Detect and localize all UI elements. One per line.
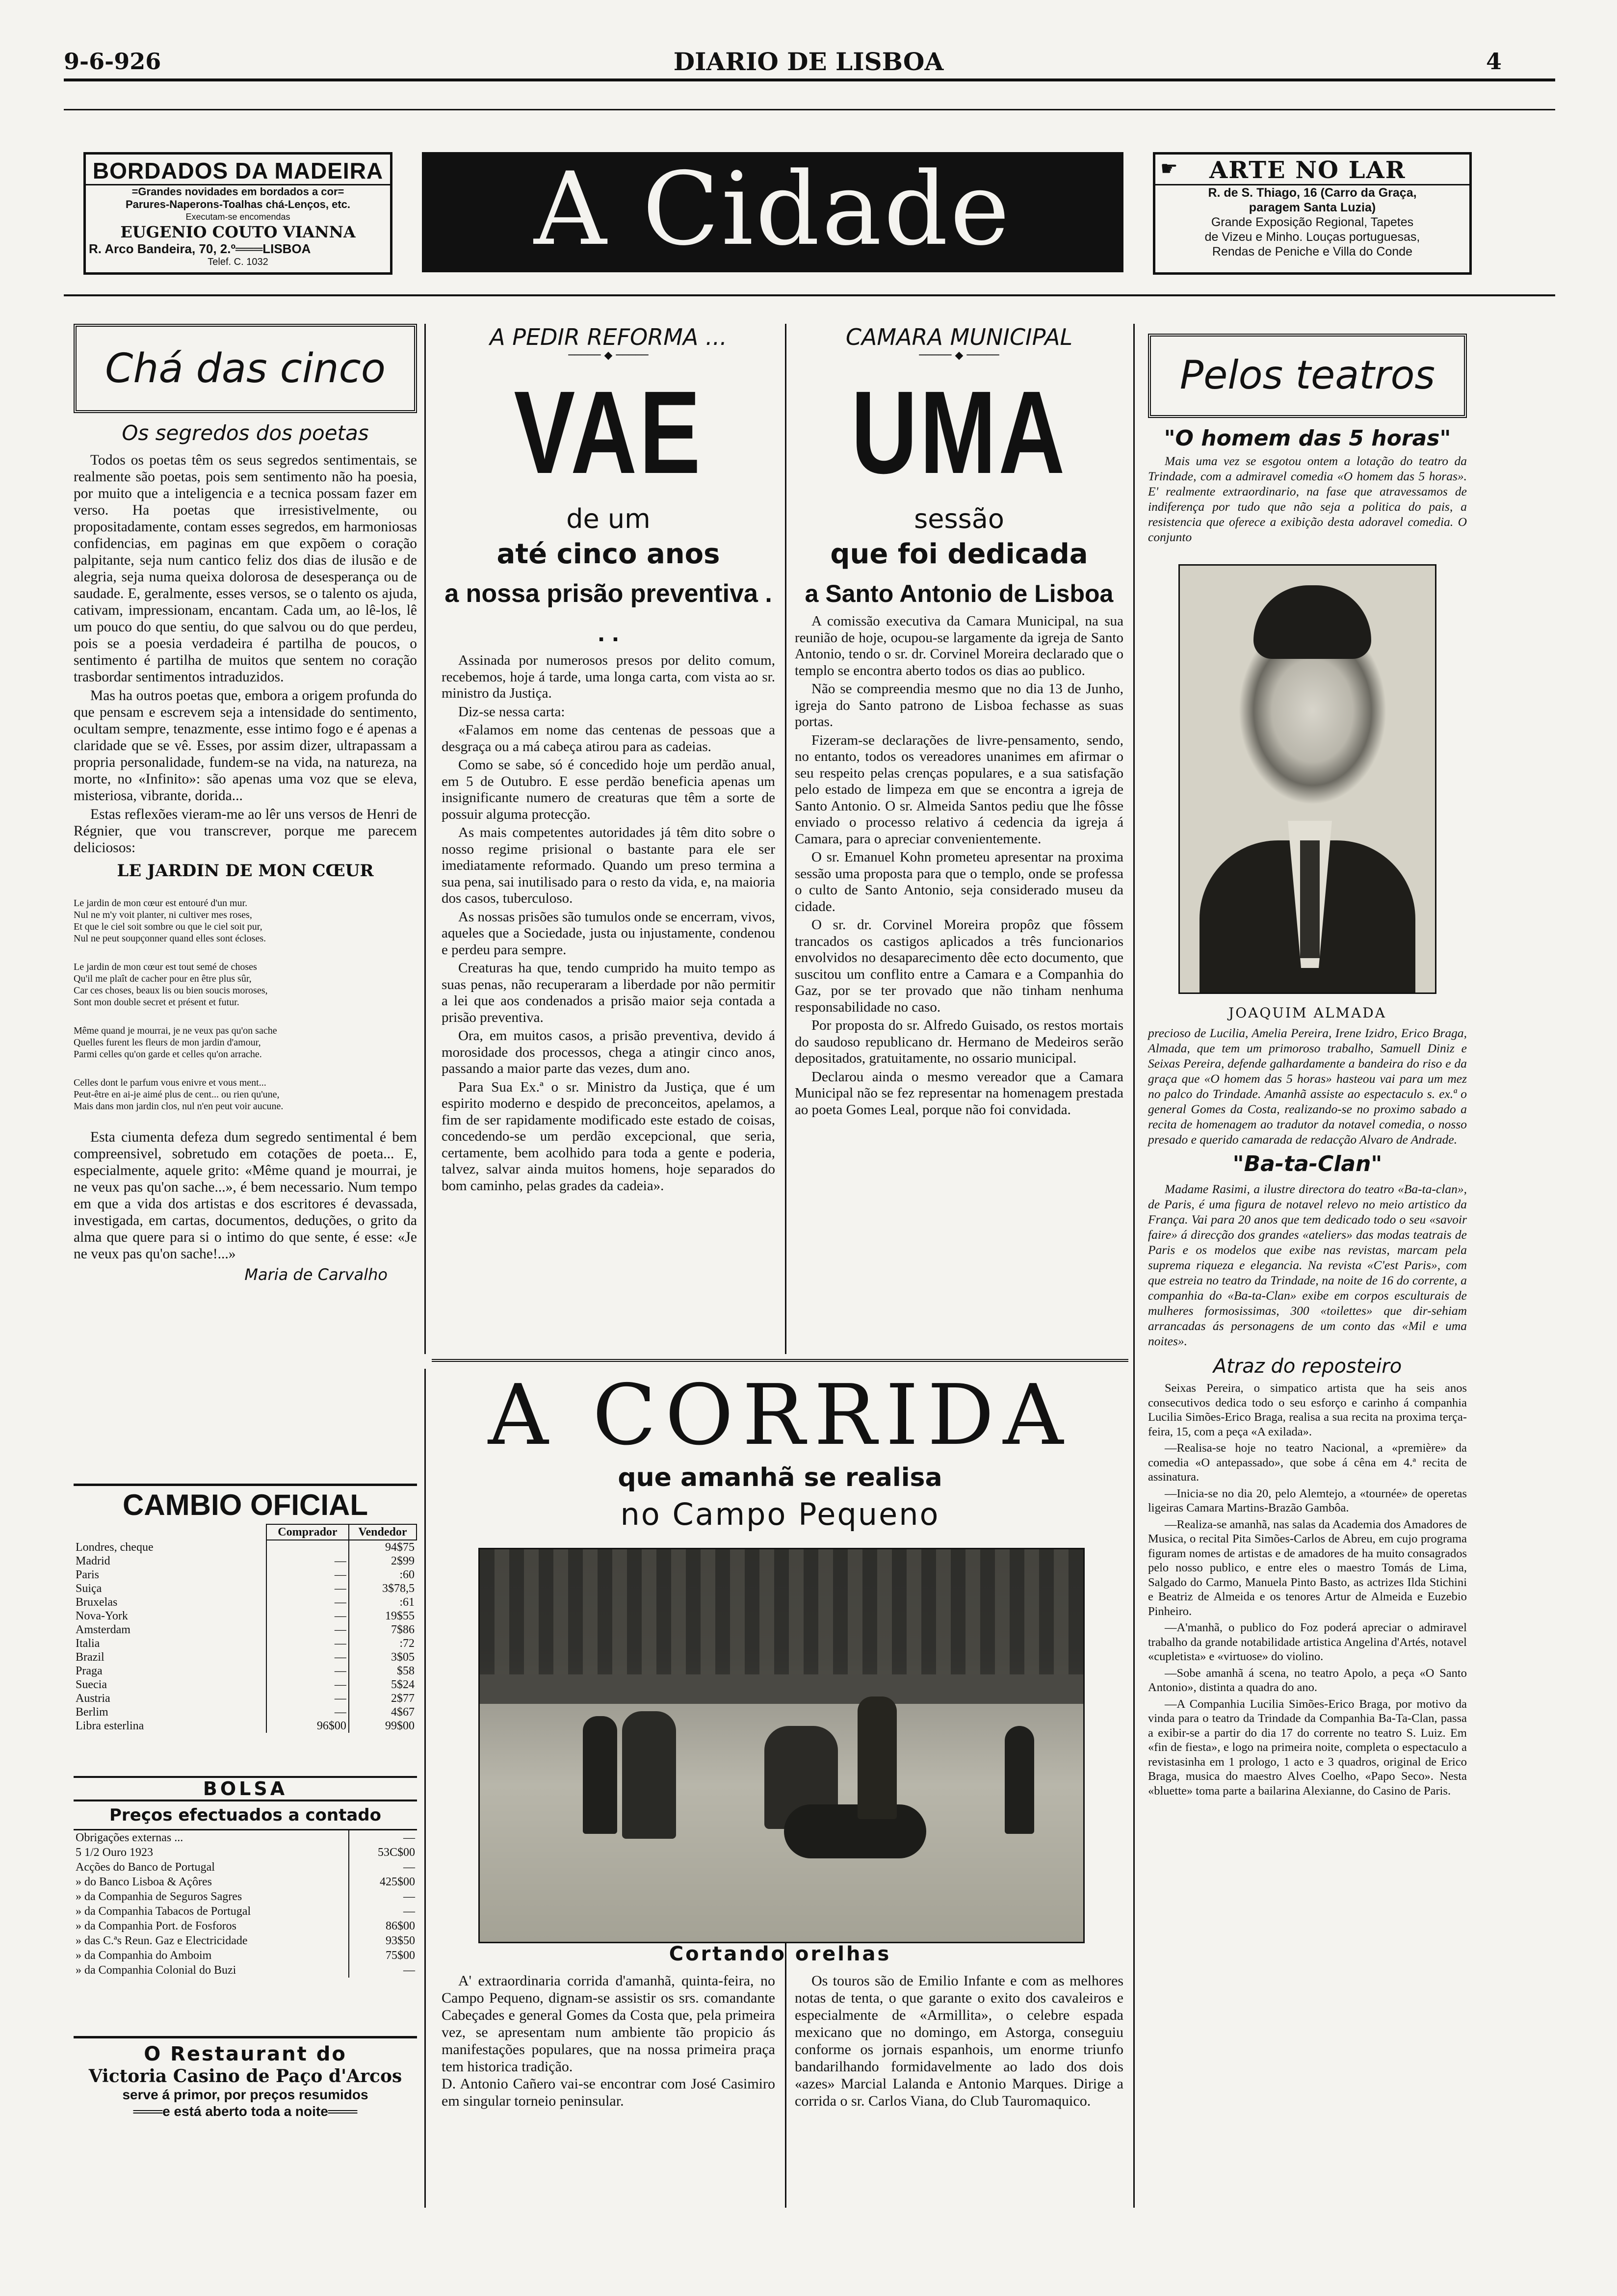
reposteiro-1: Seixas Pereira, o simpatico artista que ha seis anos consecutivos dedica todo o seu esforço e carinho á companhia Lucilia Simões-Erico Braga, realisa a sua recita na proxima terça-feira, 15, com a peça «A exilada».: [1148, 1382, 1467, 1438]
bolsa-cell-name: » da Companhia Tabacos de Portugal: [76, 1905, 251, 1918]
bolsa-section: [74, 1776, 417, 1978]
photo-figure-2: [622, 1711, 676, 1839]
reforma-headline-3: até cinco anos: [496, 538, 720, 570]
teatros-sub2: "Ba-ta-Clan": [1232, 1151, 1382, 1176]
reforma-paragraph-1: Assinada por numerosos presos por delito comum, recebemos, hoje á tarde, uma longa carta, com vista ao sr. ministro da Justiça.: [442, 652, 775, 701]
poem-stanza-2: Le jardin de mon cœur est tout semé de choses Qu'il me plaît de cacher pour en être plus sûr, Car ces choses, beaux lis ou bien soucis moroses, Sont mon double secret et présent et futur.: [74, 962, 268, 1008]
reposteiro-4: —Realiza-se amanhã, nas salas da Academia dos Amadores de Musica, o recital Pita Simões-Carlos de Abreu, em cujo programa figuram nomes de artistas e de amadores de ha muito consagrados pelo nosso publico, e entre eles o maestro Tomás de Lima, Salgado do Carmo, Manuela Pinto Basto, as actrizes Ilda Stichini e Beatriz de Almeida e os tenores Artur de Almeida e Euzebio Pinheiro.: [1148, 1517, 1467, 1618]
camara-paragraph-1: A comissão executiva da Camara Municipal, na sua reunião de hoje, ocupou-se largamente da igreja de Santo Antonio, tendo o sr. dr. Corvinel Moreira declarado que o templo se encontra aberto todos os dias ao publico.: [795, 613, 1123, 678]
corrida-col1: A' extraordinaria corrida d'amanhã, quinta-feira, no Campo Pequeno, dignam-se assistir os srs. comandante Cabeçades e general Gomes da Costa que, pela primeira vez, se apresentam num ambiente tão propicio ás manifestações populares, que na nossa primeira praça tem historica tradição. D. Antonio Cañero vai-se encontrar com José Casimiro em singular torneio peninsular.: [442, 1973, 775, 2109]
cambio-cell-buy: —: [266, 1664, 349, 1678]
reforma-headline-4: a nossa prisão preventiva . . .: [444, 579, 772, 647]
cambio-cell-buy: —: [266, 1623, 349, 1637]
cambio-cell-buy: —: [266, 1582, 349, 1595]
bolsa-cell-name: Acções do Banco de Portugal: [76, 1861, 215, 1874]
bolsa-title: BOLSA: [74, 1776, 417, 1801]
ad-arte-header: [1155, 155, 1469, 185]
bolsa-table: [74, 1830, 417, 1978]
bolsa-cell-value: 86$00: [349, 1919, 417, 1933]
cambio-cell-name: Praga: [76, 1665, 103, 1677]
cambio-rule: [74, 1484, 417, 1486]
ad-bordados-name: EUGENIO COUTO VIANNA: [120, 223, 356, 241]
cambio-cell-name: Suecia: [76, 1678, 107, 1691]
cambio-cell-buy: —: [266, 1568, 349, 1582]
cambio-cell-buy: —: [266, 1595, 349, 1609]
cambio-cell-name: Suiça: [76, 1582, 102, 1595]
photo-figure-1: [583, 1716, 617, 1834]
photo-figure-4: [858, 1696, 897, 1819]
bolsa-cell-value: 425$00: [349, 1875, 417, 1889]
cambio-table: [74, 1524, 417, 1733]
corrida-rule: [432, 1359, 1128, 1362]
cha-signature: Maria de Carvalho: [244, 1265, 388, 1284]
camara-paragraph-2: Não se compreendia mesmo que no dia 13 de Junho, igreja do Santo patrono de Lisboa fechasse as suas portas.: [795, 681, 1123, 730]
cha-das-cinco-subtitle: Os segredos dos poetas: [122, 421, 369, 445]
cambio-cell-buy: —: [266, 1705, 349, 1719]
cambio-cell-buy: [266, 1540, 349, 1554]
cambio-cell-sell: 5$24: [349, 1678, 417, 1692]
section-banner-title: A Cidade: [534, 151, 1012, 268]
cambio-cell-sell: 4$67: [349, 1705, 417, 1719]
reposteiro-7: —A Companhia Lucilia Simões-Erico Braga, por motivo da vinda para o teatro da Trindade da Companhia Ba-Ta-Clan, passa a exibir-se a partir do dia 17 do corrente no teatro S. Luiz. Em «fin de fiesta», e logo na primeira noite, completa o espectaculo a revistasinha em 1 prologo, 1 acto e 3 quadros, original de Erico Braga, musica do maestro Alves Coelho, «Papo Seco». Nesta «bluette» toma parte a bailarina Alexianne, do Casino de Paris.: [1148, 1697, 1467, 1798]
cambio-cell-sell: 3$05: [349, 1650, 417, 1664]
ad-arte-no-lar: [1153, 152, 1472, 275]
column-divider-4: [424, 1369, 426, 2208]
cambio-cell-buy: 96$00: [266, 1719, 349, 1733]
photo-hair: [1253, 585, 1371, 659]
bolsa-cell-name: » da Companhia do Amboim: [76, 1949, 212, 1962]
bullfight-photo-caption: Cortando orelhas: [669, 1943, 891, 1965]
ad-arte-line2: paragem Santa Luzia): [1249, 201, 1376, 214]
bolsa-row: [74, 1875, 417, 1889]
photo-bull: [784, 1804, 926, 1858]
cambio-cell-sell: 19$55: [349, 1609, 417, 1623]
cambio-cell-sell: $58: [349, 1664, 417, 1678]
bolsa-row: [74, 1845, 417, 1860]
corrida-article: [432, 1369, 1128, 1536]
cambio-row: [74, 1540, 417, 1554]
header-rule: [64, 78, 1555, 81]
teatros-intro: Mais uma vez se esgotou ontem a lotação do teatro da Trindade, com a admiravel comedia «O homem das 5 horas». E' realmente extraordinario, na fase que atravessamos de indiferença por tudo que não seja a politica do pais, a resistencia que oferece a exibição desta adoravel comedia. O conjunto: [1148, 454, 1467, 544]
cambio-row: [74, 1554, 417, 1568]
cambio-cell-name: Italia: [76, 1637, 100, 1650]
camara-ornament: ───── ◆ ─────: [919, 349, 999, 362]
cambio-cell-sell: 2$77: [349, 1692, 417, 1705]
bolsa-cell-value: 53C$00: [349, 1845, 417, 1860]
reforma-paragraph-8: Ora, em muitos casos, a prisão preventiva, devido á morosidade dos processos, chega a atingir cinco anos, passando a maior parte das vezes, dum ano.: [442, 1028, 775, 1076]
cambio-cell-name: Paris: [76, 1568, 99, 1581]
camara-paragraph-7: Declarou ainda o mesmo vereador que a Camara Municipal não se fez representar na homenagem prestada ao poeta Gomes Leal, porque não foi convidada.: [795, 1069, 1123, 1118]
reposteiro-5: —A'manhã, o publico do Foz poderá apreciar o admiravel trabalho da grande notabilidade artistica Angelina d'Artés, notavel «cupletista» e «virtuose» do violino.: [1148, 1621, 1467, 1663]
issue-date: 9-6-926: [64, 48, 161, 75]
teatros-after-photo: precioso de Lucilia, Amelia Pereira, Irene Izidro, Erico Braga, Almada, que tem um primoroso trabalho, Samuell Diniz e Seixas Pereira, defende galhardamente a bandeira do riso e da graça que «O homem das 5 horas» hasteou vai para um mez no palco do Trindade. Amanhã assiste ao espectaculo s. ex.ª o general Gomes da Costa, realizando-se no proximo sabado a recita de homenagem ao tradutor da notavel comedia, o nosso presado e querido camarada de redacção Alvaro de Andrade.: [1148, 1026, 1467, 1147]
cambio-cell-sell: 3$78,5: [349, 1582, 417, 1595]
joaquim-almada-photo: [1178, 564, 1436, 994]
cambio-row: [74, 1595, 417, 1609]
ad-arte-line3: Grande Exposição Regional, Tapetes: [1211, 215, 1414, 229]
bolsa-cell-value: —: [349, 1904, 417, 1919]
ad-bordados-title: BORDADOS DA MADEIRA: [86, 157, 390, 185]
bolsa-cell-value: —: [349, 1963, 417, 1978]
bolsa-cell-value: —: [349, 1830, 417, 1845]
cambio-row: [74, 1609, 417, 1623]
reforma-ornament: ───── ◆ ─────: [568, 349, 649, 362]
bolsa-row: [74, 1904, 417, 1919]
camara-headline-3: que foi dedicada: [830, 538, 1088, 570]
camara-paragraph-4: O sr. Emanuel Kohn prometeu apresentar na proxima sessão uma proposta para que o templo, onde se professa o culto de Santo Antonio, seja considerado museu da cidade.: [795, 849, 1123, 914]
camara-headline-1: UMA: [851, 366, 1068, 498]
joaquim-almada-caption: JOAQUIM ALMADA: [1228, 1005, 1386, 1021]
cambio-cell-sell: :60: [349, 1568, 417, 1582]
cambio-cell-name: Austria: [76, 1692, 110, 1705]
bolsa-cell-name: » da Companhia Port. de Fosforos: [76, 1920, 236, 1932]
bolsa-row: [74, 1830, 417, 1845]
reforma-paragraph-3: «Falamos em nome das centenas de pessoas que a desgraça ou a má cabeça atirou para as cadeias.: [442, 722, 775, 755]
bolsa-cell-value: —: [349, 1860, 417, 1875]
teatros-sub1: "O homem das 5 horas": [1164, 426, 1451, 451]
cambio-cell-buy: —: [266, 1650, 349, 1664]
cambio-cell-name: Bruxelas: [76, 1596, 118, 1609]
corrida-col2: Os touros são de Emilio Infante e com as melhores notas de tenta, o que garante o exito dos cavaleiros e especialmente de «Armillita», o celebre espada mexicano que no domingo, em Astorga, conseguiu conforme os jornais espanhois, um enorme triunfo bandarilhando formidavelmente ao lado dos dois «azes» Marcial Lalanda e Antonio Marques. Dirige a corrida o sr. Carlos Viana, do Club Tauromaquico.: [795, 1973, 1123, 2109]
bolsa-cell-value: 93$50: [349, 1933, 417, 1948]
cambio-row: [74, 1664, 417, 1678]
cha-paragraph-1: Todos os poetas têm os seus segredos sentimentais, se realmente são poetas, pois sem sentimento não ha poesia, por muito que a inteligencia e a tecnica possam fazer em verso. Ha poetas que irresistivelmente, ou propositadamente, contam esses segredos, em harmoniosas confidencias, em paginas em que expõem o coração palpitante, seja num cantico feliz dos dias de ilusão e de alegria, seja numa queixa dolorosa de desesperança ou de saudade. E, geralmente, esses versos, se o talento os ajuda, cativam, impressionam, encantam. Cada um, ao lê-los, lê um pouco do que sentiu, do que salvou ou do que perdeu, pois se a poesia verdadeira é partilha de poucos, o sentimento é partilha de muitos que sentem no coração trasbordar sentimentos intraduzidos.: [74, 452, 417, 685]
reposteiro-6: —Sobe amanhã á scena, no teatro Apolo, a peça «O Santo Antonio», distinta a quadra do ano.: [1148, 1666, 1467, 1694]
photo-tie: [1300, 840, 1320, 958]
cambio-cell-sell: 94$75: [349, 1540, 417, 1554]
cambio-row: [74, 1582, 417, 1595]
ad-bordados-line3: Executam-se encomendas: [185, 212, 290, 222]
column-divider-3: [1133, 324, 1135, 2208]
cha-paragraph-2: Mas ha outros poetas que, embora a origem profunda do que pensam e escrevem seja a intensidade do sentimento, ocultam sempre, tenazmente, esse intimo fogo e é apenas a claridade que se vê. Esses, por assim dizer, ultrapassam a propria personalidade, fundem-se na vida, na natureza, na morte, no «Infinito»: são apenas uma voz que se eleva, misteriosa, vibrante, dorida...: [74, 688, 417, 804]
teatros-column: [1148, 334, 1467, 1800]
cha-closing: Esta ciumenta defeza dum segredo sentimental é bem compreensivel, sobretudo em cotações de poeta... E, especialmente, aquele grito: «Même quand je mourrai, je ne veux pas qu'on sache...», é bem necessario. Num tempo em que a vida dos artistas e dos escritores é devassada, investigada, em cartas, documentos, deduções, o grito da alma que quere para si o intimo do que sente, é esse: «Je ne veux pas qu'on sache!...»: [74, 1129, 417, 1262]
cambio-row: [74, 1719, 417, 1733]
page-number: 4: [1486, 48, 1502, 75]
camara-headline-4: a Santo Antonio de Lisboa: [805, 580, 1114, 607]
cambio-section: [74, 1487, 417, 1733]
section-banner: [422, 152, 1123, 272]
reforma-paragraph-4: Como se sabe, só é concedido hoje um perdão anual, em 5 de Outubro. E esse perdão beneficia apenas um insignificante numero de creaturas que têm a sorte de possuir alguma protecção.: [442, 757, 775, 822]
camara-article: [795, 324, 1123, 1120]
ad-bordados-line1: =Grandes novidades em bordados a cor=: [131, 185, 344, 198]
ad-bordados-line2: Parures-Naperons-Toalhas chá-Lenços, etc.: [125, 198, 351, 210]
ad-arte-line5: Rendas de Peniche e Villa do Conde: [1212, 245, 1413, 259]
bolsa-row: [74, 1919, 417, 1933]
cambio-cell-name: Nova-York: [76, 1610, 128, 1622]
ad-bordados-address: R. Arco Bandeira, 70, 2.º═══LISBOA: [89, 241, 311, 256]
ad-arte-line1: R. de S. Thiago, 16 (Carro da Graça,: [1208, 186, 1417, 200]
bolsa-row: [74, 1933, 417, 1948]
ad-arte-line4: de Vizeu e Minho. Louças portuguesas,: [1204, 230, 1420, 244]
cambio-cell-sell: 99$00: [349, 1719, 417, 1733]
masthead: DIARIO DE LISBOA: [673, 47, 944, 76]
ad-bordados-phone: Telef. C. 1032: [208, 257, 268, 267]
camara-headline-2: sessão: [914, 503, 1004, 534]
poem-title: LE JARDIN DE MON CŒUR: [117, 861, 374, 881]
reforma-headline-2: de um: [566, 503, 651, 534]
bullfight-photo: [478, 1548, 1085, 1943]
ad-restaurant: [74, 2036, 417, 2122]
ad-arte-title: ARTE NO LAR: [1209, 157, 1406, 184]
bolsa-row: [74, 1963, 417, 1978]
bolsa-cell-name: » do Banco Lisboa & Açôres: [76, 1876, 212, 1888]
cha-das-cinco-article: [74, 324, 417, 1284]
cambio-title: CAMBIO OFICIAL: [123, 1488, 368, 1521]
cambio-cell-sell: :61: [349, 1595, 417, 1609]
camara-paragraph-5: O sr. dr. Corvinel Moreira propôz que fôssem trancados os castigos aplicados a três funcionarios envolvidos no desaparecimento dêe ecto documento, que suscitou um conflito entre a Camara e a Companhia do Gaz, por se ter provado que não tinham nenhuma responsabilidade no caso.: [795, 917, 1123, 1015]
ad-restaurant-line4: ═══e está aberto toda a noite═══: [133, 2104, 358, 2119]
cha-paragraph-3: Estas reflexões vieram-me ao lêr uns versos de Henri de Régnier, que vou transcrever, porque me parecem deliciosos:: [74, 807, 417, 856]
bolsa-cell-name: 5 1/2 Ouro 1923: [76, 1846, 153, 1859]
cambio-cell-name: Brazil: [76, 1651, 104, 1664]
cambio-col-buy: Comprador: [266, 1524, 349, 1540]
bolsa-cell-value: 75$00: [349, 1948, 417, 1963]
bolsa-subtitle: Preços efectuados a contado: [74, 1801, 417, 1830]
ad-restaurant-line1: O Restaurant do: [144, 2043, 347, 2065]
bolsa-cell-name: Obrigações externas ...: [76, 1831, 183, 1844]
corrida-headline: A CORRIDA: [488, 1367, 1072, 1464]
bolsa-cell-name: » das C.ªs Reun. Gaz e Electricidade: [76, 1934, 248, 1947]
camara-paragraph-3: Fizeram-se declarações de livre-pensamento, sendo, no entanto, todos os vereadores unanimes em afirmar o seu respeito pelas crenças populares, e a sua satisfação pelo estado de limpeza em que se encontra a igreja de Santo Antonio. O sr. Almeida Santos pediu que lhe fôsse enviado o processo relativo á cedencia da igreja á Camara, para o apreciar convenientemente.: [795, 732, 1123, 847]
header-rule-2: [64, 109, 1555, 110]
column-divider-1: [424, 324, 426, 1354]
cambio-cell-sell: 2$99: [349, 1554, 417, 1568]
poem-stanza-1: Le jardin de mon cœur est entouré d'un mur. Nul ne m'y voit planter, ni cultiver mes roses, Et que le ciel soit sombre ou que le ciel soit pur, Nul ne peut soupçonner quand elles sont écloses.: [74, 898, 266, 944]
cambio-cell-name: Libra esterlina: [76, 1720, 144, 1732]
reposteiro-2: —Realisa-se hoje no teatro Nacional, a «première» da comedia «O antepassado», que sobe á cêna em 4.ª recita de assinatura.: [1148, 1441, 1467, 1484]
cambio-cell-sell: 7$86: [349, 1623, 417, 1637]
pointing-hand-icon: ☛: [1160, 157, 1178, 180]
cambio-cell-buy: —: [266, 1678, 349, 1692]
reforma-article: [442, 324, 775, 1196]
cha-das-cinco-title: Chá das cinco: [105, 345, 386, 392]
bolsa-row: [74, 1889, 417, 1904]
section-rule: [64, 294, 1555, 296]
cambio-cell-buy: —: [266, 1637, 349, 1650]
reforma-paragraph-9: Para Sua Ex.ª o sr. Ministro da Justiça, que é um espirito moderno e despido de preconceitos, apelamos, a fim de ser rapidamente modificado este estado de coisas, concedendo-se um perdão excepcional, que seria, certamente, bem acolhido para toda a gente e poderia, talvez, salvar ainda muitos homens, hoje separados do bom caminho, pelas grades da cadeia».: [442, 1079, 775, 1194]
teatros-frame: [1148, 334, 1467, 418]
teatros-title: Pelos teatros: [1179, 352, 1435, 398]
bolsa-row: [74, 1948, 417, 1963]
reforma-paragraph-2: Diz-se nessa carta:: [458, 704, 565, 720]
cambio-cell-buy: —: [266, 1554, 349, 1568]
cambio-cell-name: Amsterdam: [76, 1623, 130, 1636]
cambio-row: [74, 1568, 417, 1582]
photo-barrier: [480, 1674, 1083, 1704]
bolsa-cell-value: —: [349, 1889, 417, 1904]
reposteiro-3: —Inicia-se no dia 20, pelo Alemtejo, a «tournée» de operetas ligeiras Camara Martins-Brazão Gambôa.: [1148, 1487, 1467, 1514]
ad-restaurant-line2: Victoria Casino de Paço d'Arcos: [88, 2066, 402, 2087]
cambio-row: [74, 1637, 417, 1650]
reforma-paragraph-5: As mais competentes autoridades já têm dito sobre o nosso regime prisional o bastante para ele ser imediatamente reformado. Quando um preso termina a sua pena, sai inutilisado para o resto da vida, e, na maioria dos casos, tuberculoso.: [442, 825, 775, 906]
cambio-cell-buy: —: [266, 1692, 349, 1705]
camara-kicker: CAMARA MUNICIPAL: [845, 324, 1073, 350]
cambio-row: [74, 1623, 417, 1637]
column-divider-2: [785, 324, 786, 1354]
poem-stanza-4: Celles dont le parfum vous enivre et vous ment... Peut-être en ai-je aimé plus de cent... ou rien qu'une, Mais dans mon jardin clos, nul n'en peut voir aucune.: [74, 1077, 284, 1112]
reforma-paragraph-7: Creaturas ha que, tendo cumprido ha muito tempo as suas penas, não recuperaram a liberdade por não permitir a lei que aos condenados a prisão maior seja contada a prisão preventiva.: [442, 960, 775, 1025]
ad-restaurant-line3: serve á primor, por preços resumidos: [122, 2087, 368, 2102]
corrida-sub2: no Campo Pequeno: [620, 1496, 940, 1532]
reforma-paragraph-6: As nossas prisões são tumulos onde se encerram, vivos, aqueles que a Sociedade, justa ou injustamente, condenou e perdeu para sempre.: [442, 909, 775, 958]
cambio-row: [74, 1650, 417, 1664]
reforma-headline-1: VAE: [514, 366, 703, 498]
bolsa-cell-name: » da Companhia Colonial do Buzi: [76, 1964, 236, 1977]
reforma-kicker: A PEDIR REFORMA ...: [490, 324, 727, 350]
teatros-sub3: Atraz do reposteiro: [1213, 1355, 1402, 1378]
cha-das-cinco-frame: [74, 324, 417, 413]
cambio-cell-sell: :72: [349, 1637, 417, 1650]
cambio-cell-name: Madrid: [76, 1555, 110, 1567]
camara-paragraph-6: Por proposta do sr. Alfredo Guisado, os restos mortais do saudoso republicano dr. Hermano de Medeiros serão depositados, gratuitamente, no ossario municipal.: [795, 1018, 1123, 1066]
cambio-row: [74, 1692, 417, 1705]
photo-crowd: [480, 1549, 1083, 1677]
corrida-sub1: que amanhã se realisa: [618, 1463, 942, 1492]
cambio-cell-name: Berlim: [76, 1706, 108, 1719]
bolsa-cell-name: » da Companhia de Seguros Sagres: [76, 1890, 242, 1903]
poem-stanza-3: Même quand je mourrai, je ne veux pas qu'on sache Quelles furent les fleurs de mon jardin d'amour, Parmi celles qu'on garde et celles qu'on arrache.: [74, 1025, 277, 1060]
photo-figure-5: [1005, 1726, 1034, 1834]
cambio-col-sell: Vendedor: [349, 1524, 417, 1540]
ad-bordados: [83, 152, 392, 275]
poem: [74, 886, 417, 1129]
cambio-row: [74, 1678, 417, 1692]
teatros-bataclan: Madame Rasimi, a ilustre directora do teatro «Ba-ta-clan», de Paris, é uma figura de notavel relevo no meio artistico da França. Vai para 20 anos que tem dedicado todo o seu «savoir faire» á direcção dos grandes «ateliers» das modas teatrais de Paris e os modelos que exibe nas revistas, marcam pela suprema riqueza e elegancia. Na revista «C'est Paris», com que estreia no teatro da Trindade, na noite de 16 do corrente, a companhia do «Ba-ta-Clan» exibe em corpos esculturais de mulheres formosissimas, 300 «toilettes» que dir-sehiam arrancadas ás personagens de um conto das «Mil e uma noites».: [1148, 1182, 1467, 1348]
cambio-row: [74, 1705, 417, 1719]
cambio-cell-buy: —: [266, 1609, 349, 1623]
cambio-cell-name: Londres, cheque: [76, 1540, 154, 1554]
bolsa-row: [74, 1860, 417, 1875]
